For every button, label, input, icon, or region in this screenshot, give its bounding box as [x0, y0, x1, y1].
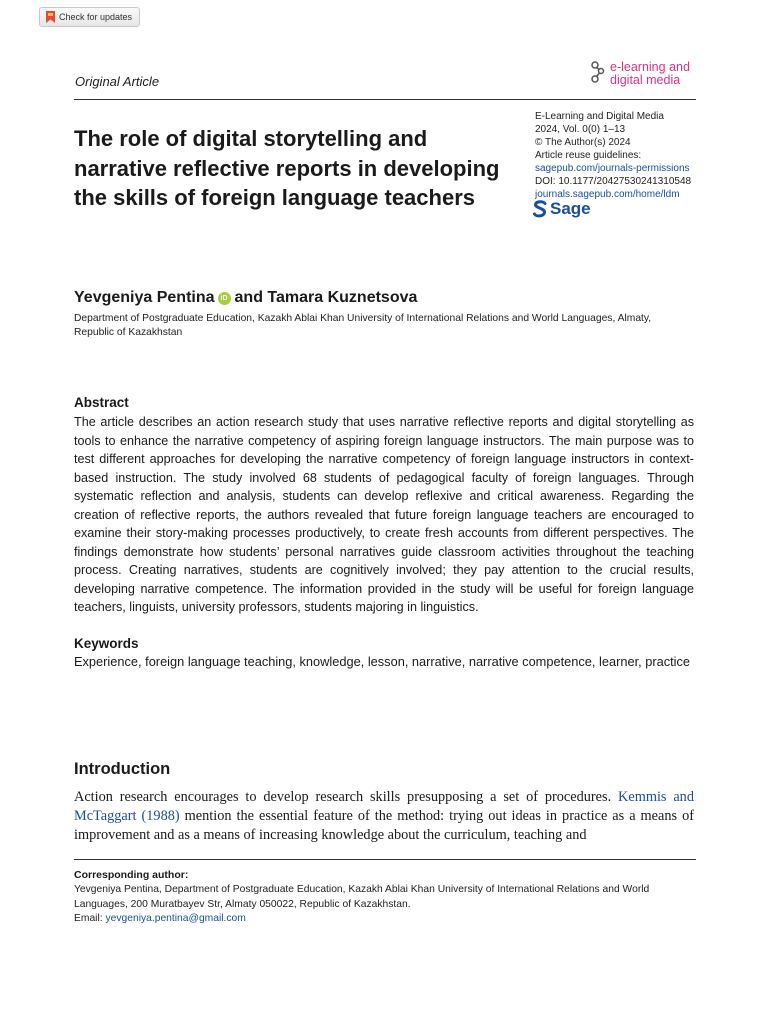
- author-list: [74, 289, 417, 307]
- bookmark-update-icon: [46, 11, 55, 23]
- intro-text-before: Action research encourages to develop research skills presupposing a set of procedures.: [74, 789, 619, 805]
- article-title: The role of digital storytelling and narrative reflective reports in developing the skills of foreign language teachers: [74, 126, 500, 210]
- permissions-link[interactable]: sagepub.com/journals-permissions: [535, 163, 690, 174]
- journal-home-link[interactable]: journals.sagepub.com/home/ldm: [535, 189, 680, 200]
- email-label: Email:: [74, 913, 106, 924]
- author-name: and Tamara Kuznetsova: [234, 289, 418, 306]
- reuse-guidelines: Article reuse guidelines:: [535, 150, 642, 161]
- corresponding-author-address: Yevgeniya Pentina, Department of Postgraduate Education, Kazakh Ablai Khan University of International Relations and World Languages, 200 Muratbayev Str, Almaty 050022, Republic of Kazakhstan.: [74, 884, 650, 910]
- corresponding-author-heading: Corresponding author:: [74, 869, 189, 881]
- network-nodes-icon: [590, 61, 606, 85]
- journal-name: E-Learning and Digital Media: [535, 111, 664, 122]
- email-link[interactable]: yevgeniya.pentina@gmail.com: [105, 913, 246, 924]
- check-for-updates-label: Check for updates: [59, 12, 133, 22]
- journal-logo: [590, 61, 690, 86]
- abstract-heading: Abstract: [74, 395, 129, 410]
- journal-metadata: [535, 110, 715, 201]
- citation-link[interactable]: Kemmis and McTaggart (1988): [74, 789, 694, 824]
- header-divider: [74, 99, 696, 100]
- introduction-heading: Introduction: [74, 760, 171, 778]
- check-for-updates-button[interactable]: [39, 7, 140, 27]
- orcid-icon[interactable]: iD: [218, 292, 231, 305]
- doi: DOI: 10.1177/20427530241310548: [535, 176, 692, 187]
- keywords-heading: Keywords: [74, 636, 139, 651]
- author-name: Yevgeniya Pentina: [74, 289, 215, 306]
- sage-logo: [533, 199, 591, 219]
- abstract-text: The article describes an action research study that uses narrative reflective reports and digital storytelling as tools to enhance the narrative competency of aspiring foreign language instructors. The main purpose was to test different approaches for developing the narrative competency of foreign language instructors in context-based instruction. The study involved 68 students of pedagogical faculty of foreign languages. Through systematic reflection and analysis, students can develop reflexive and critical awareness. Regarding the creation of reflective reports, the authors revealed that future foreign language teachers are encouraged to examine their story-making processes productively, to create fresh accounts from different perspectives. The findings demonstrate how students’ personal narratives guide classroom activities throughout the teaching process. Creating narratives, students are cognitively involved; they pay attention to the crucial results, developing narrative competence. The information provided in the study will be useful for foreign language teachers, linguists, university professors, students majoring in linguistics.: [74, 415, 694, 614]
- copyright: © The Author(s) 2024: [535, 137, 631, 148]
- affiliation: Department of Postgraduate Education, Kazakh Ablai Khan University of International Relations and World Languages, Almaty, Republic of Kazakhstan: [74, 313, 652, 338]
- keywords-text: Experience, foreign language teaching, knowledge, lesson, narrative, narrative competence, learner, practice: [74, 654, 691, 669]
- sage-s-icon: [533, 200, 547, 218]
- issue-info: 2024, Vol. 0(0) 1–13: [535, 124, 626, 135]
- footnote-divider: [74, 859, 696, 860]
- corresponding-author-info: [74, 883, 694, 927]
- introduction-text: [74, 788, 694, 845]
- journal-logo-line2: digital media: [610, 72, 681, 87]
- article-type: Original Article: [75, 74, 160, 89]
- intro-text-after: mention the essential feature of the method: trying out ideas in practice as a means of improvement and as a means of increasing knowledge about the curriculum, teaching and: [74, 808, 694, 843]
- journal-logo-line1: e-learning and: [610, 60, 690, 74]
- sage-wordmark: Sage: [550, 199, 591, 218]
